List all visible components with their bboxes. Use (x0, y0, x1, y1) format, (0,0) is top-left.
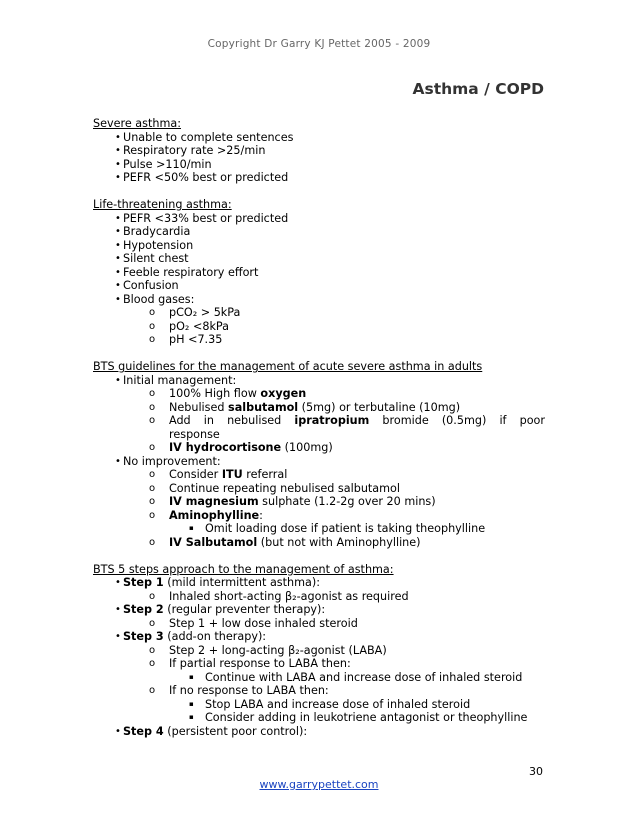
item-text: response (169, 427, 220, 441)
sub-list-item (93, 387, 545, 401)
item-text: (5mg) or terbutaline (10mg) (298, 400, 461, 414)
item-text: Continue repeating nebulised salbutamol (169, 481, 401, 495)
bts-steps-heading: BTS 5 steps approach to the management of asthma: (93, 562, 394, 576)
item-text: Initial management: (123, 373, 237, 387)
circle-bullet-icon: o (149, 644, 156, 656)
item-text: Hypotension (123, 238, 194, 252)
item-text: If partial response to LABA then: (169, 657, 351, 670)
circle-bullet-icon: o (149, 482, 156, 494)
bullet-icon: • (115, 604, 121, 615)
bullet-icon: • (115, 280, 121, 291)
item-text: (add-on therapy): (163, 630, 267, 643)
circle-bullet-icon: o (149, 320, 156, 332)
item-text: Add in nebulised (169, 414, 295, 427)
circle-bullet-icon: o (149, 307, 156, 318)
item-text: If no response to LABA then: (169, 684, 329, 697)
severe-asthma-heading: Severe asthma: (93, 117, 181, 130)
item-text: (persistent poor control): (163, 724, 308, 738)
bullet-icon: • (115, 293, 121, 305)
sub-sub-list-item (93, 698, 545, 712)
sub-list-item (93, 320, 545, 334)
bullet-icon: • (115, 131, 121, 143)
sub-list-item (93, 657, 545, 671)
list-item (93, 252, 545, 266)
circle-bullet-icon: o (149, 658, 156, 669)
sub-list-item (93, 617, 545, 631)
circle-bullet-icon: o (149, 334, 156, 345)
drug-name: salbutamol (228, 400, 299, 414)
sub-list-item (93, 482, 545, 496)
list-item (93, 630, 545, 644)
list-item (93, 212, 545, 226)
item-text: : (259, 508, 263, 522)
sub-list-item (93, 644, 545, 658)
life-threatening-heading: Life-threatening asthma: (93, 198, 232, 211)
item-text: PEFR <50% best or predicted (123, 171, 289, 184)
item-text: (100mg) (281, 441, 333, 454)
sub-list-item (93, 509, 545, 523)
list-item (93, 374, 545, 388)
item-text: Stop LABA and increase dose of inhaled steroid (205, 697, 471, 711)
sub-list-item (93, 590, 545, 604)
bullet-icon: • (115, 725, 121, 737)
bullet-icon: • (115, 374, 121, 386)
item-text: Unable to complete sentences (123, 130, 294, 144)
circle-bullet-icon: o (149, 442, 156, 453)
website-link[interactable]: www.garrypettet.com (259, 778, 379, 791)
step-label: Step 4 (123, 724, 164, 738)
square-bullet-icon: ▪ (189, 672, 194, 681)
list-item (93, 293, 545, 307)
item-text: Silent chest (123, 252, 189, 265)
sub-list-item (93, 468, 545, 482)
circle-bullet-icon: o (149, 685, 156, 696)
item-text: 100% High flow (169, 387, 261, 400)
step-label: Step 2 (123, 603, 164, 616)
item-text: PEFR <33% best or predicted (123, 211, 289, 225)
sub-list-item (93, 495, 545, 509)
sub-list-item-cont (93, 428, 545, 442)
item-text: Pulse >110/min (123, 157, 212, 171)
item-text: Consider adding in leukotriene antagonist or theophylline (205, 711, 528, 724)
sub-list-item (93, 401, 545, 415)
sub-list-item (93, 441, 545, 455)
sub-sub-list-item (93, 711, 545, 725)
item-text: referral (242, 468, 288, 481)
circle-bullet-icon: o (149, 469, 156, 480)
item-text: Omit loading dose if patient is taking theophylline (205, 522, 486, 535)
item-text: (mild intermittent asthma): (163, 576, 320, 589)
sub-list-item (93, 414, 545, 428)
document-body (93, 117, 545, 738)
item-text: Blood gases: (123, 292, 195, 306)
list-item (93, 171, 545, 185)
item-text: Confusion (123, 279, 179, 292)
bullet-icon: • (115, 239, 121, 251)
circle-bullet-icon: o (149, 590, 156, 602)
list-item (93, 279, 545, 293)
sub-list-item (93, 536, 545, 550)
list-item (93, 131, 545, 145)
bullet-icon: • (115, 226, 121, 237)
page-title: Asthma / COPD (412, 80, 544, 98)
item-text: Continue with LABA and increase dose of inhaled steroid (205, 670, 523, 684)
circle-bullet-icon: o (149, 401, 156, 413)
list-item (93, 725, 545, 739)
circle-bullet-icon: o (149, 536, 156, 548)
step-label: Step 1 (123, 576, 164, 589)
list-item (93, 576, 545, 590)
item-text: pCO₂ > 5kPa (169, 306, 241, 319)
circle-bullet-icon: o (149, 415, 156, 426)
copyright-line: Copyright Dr Garry KJ Pettet 2005 - 2009 (207, 38, 431, 50)
bullet-icon: • (115, 455, 121, 467)
circle-bullet-icon: o (149, 509, 156, 521)
item-text: Respiratory rate >25/min (123, 144, 266, 157)
drug-name: IV Salbutamol (169, 535, 258, 549)
list-item (93, 603, 545, 617)
sub-list-item (93, 684, 545, 698)
item-text: sulphate (1.2-2g over 20 mins) (258, 495, 436, 508)
list-item (93, 266, 545, 280)
sub-list-item (93, 333, 545, 347)
item-text: No improvement: (123, 454, 221, 468)
drug-name: IV hydrocortisone (169, 441, 282, 454)
drug-name: ipratropium (294, 414, 370, 427)
item-text: Step 1 + low dose inhaled steroid (169, 616, 358, 630)
step-label: Step 3 (123, 630, 164, 643)
bullet-icon: • (115, 145, 121, 156)
bullet-icon: • (115, 577, 121, 588)
list-item (93, 225, 545, 239)
list-item (93, 239, 545, 253)
bullet-icon: • (115, 266, 121, 278)
drug-name: oxygen (260, 387, 307, 400)
square-bullet-icon: ▪ (189, 524, 194, 532)
item-text: pO₂ <8kPa (169, 319, 230, 333)
drug-name: IV magnesium (169, 495, 259, 508)
square-bullet-icon: ▪ (189, 713, 194, 721)
square-bullet-icon: ▪ (189, 699, 194, 708)
item-bold: ITU (221, 468, 243, 481)
bullet-icon: • (115, 158, 121, 170)
item-text: Step 2 + long-acting β₂-agonist (LABA) (169, 643, 387, 657)
item-text: Nebulised (169, 400, 229, 414)
item-text: Feeble respiratory effort (123, 265, 259, 279)
list-item (93, 158, 545, 172)
bullet-icon: • (115, 631, 121, 642)
item-text: bromide (0.5mg) if poor (369, 414, 545, 427)
list-item (93, 455, 545, 469)
bts-guidelines-heading: BTS guidelines for the management of acute severe asthma in adults (93, 360, 483, 373)
circle-bullet-icon: o (149, 496, 156, 507)
bullet-icon: • (115, 212, 121, 224)
circle-bullet-icon: o (149, 388, 156, 399)
bullet-icon: • (115, 172, 121, 183)
item-text: Consider (169, 468, 222, 481)
item-text: pH <7.35 (169, 333, 223, 346)
bullet-icon: • (115, 253, 121, 264)
list-item (93, 144, 545, 158)
sub-sub-list-item (93, 671, 545, 685)
sub-list-item (93, 306, 545, 320)
item-text: Inhaled short-acting β₂-agonist as required (169, 589, 409, 603)
item-text: (but not with Aminophylline) (257, 535, 421, 549)
circle-bullet-icon: o (149, 617, 156, 629)
page-number: 30 (529, 765, 543, 778)
item-text: Bradycardia (123, 225, 191, 238)
sub-sub-list-item (93, 522, 545, 536)
item-text: (regular preventer therapy): (163, 603, 326, 616)
drug-name: Aminophylline (169, 508, 260, 522)
